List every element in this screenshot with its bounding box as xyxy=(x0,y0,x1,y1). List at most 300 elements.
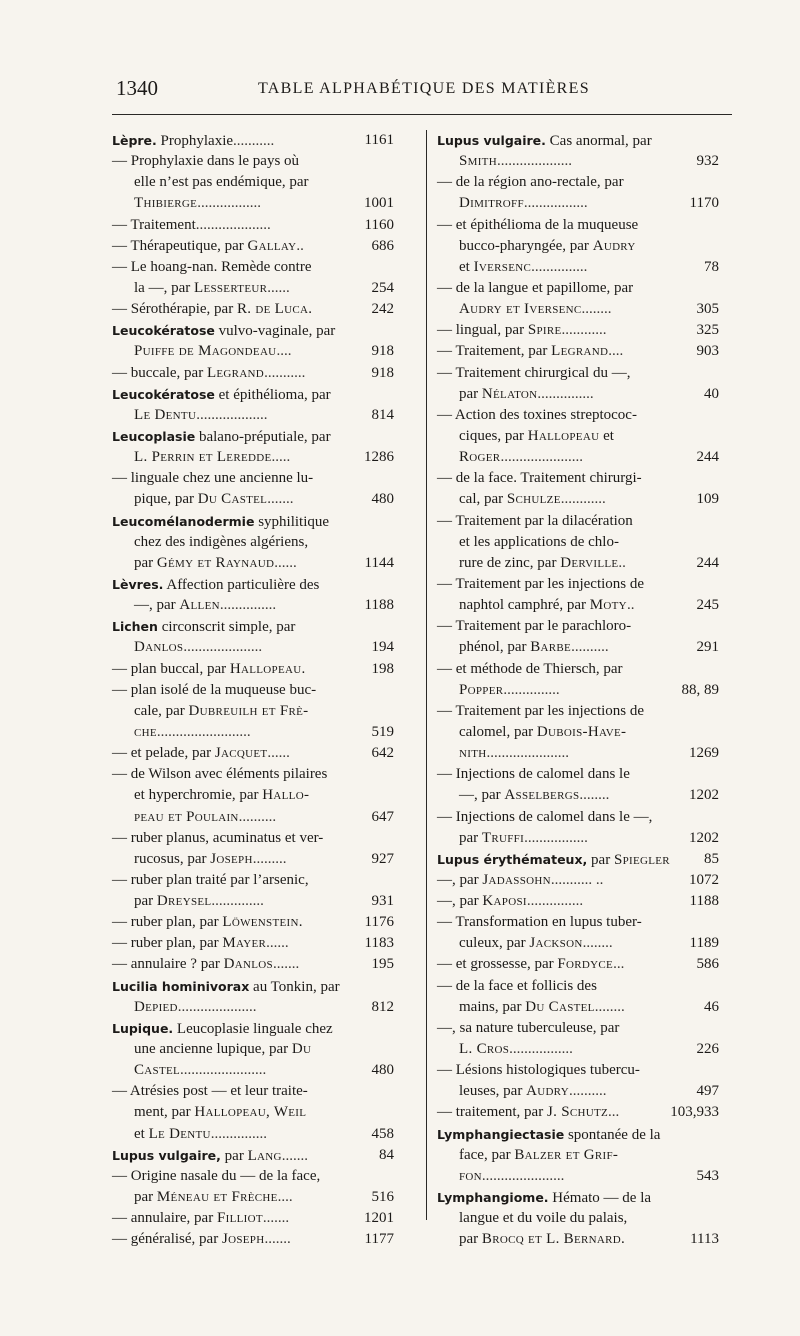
entry-text: par Nélaton............... xyxy=(459,385,594,402)
entry-text: — buccale, par Legrand........... xyxy=(112,364,306,381)
page-reference: 242 xyxy=(371,301,394,318)
entry-text: Lupus vulgaire. Cas anormal, par xyxy=(437,133,652,149)
page-reference: 932 xyxy=(696,153,719,170)
page-reference: 1072 xyxy=(689,871,719,888)
index-entry-line xyxy=(112,278,394,299)
index-entry-line xyxy=(112,1166,394,1187)
dot-leader: ..... xyxy=(271,449,291,466)
index-entry-line xyxy=(112,1102,394,1123)
index-entry-line xyxy=(112,405,394,426)
index-entry-line xyxy=(112,1145,394,1166)
dot-leader: ...................... xyxy=(500,449,583,466)
dot-leader: ....... xyxy=(264,1231,291,1248)
dot-leader: ........... xyxy=(264,364,306,381)
entry-text: fon...................... xyxy=(459,1167,565,1184)
index-entry-line xyxy=(112,954,394,975)
index-entry-line xyxy=(437,257,719,278)
index-entry-line xyxy=(437,553,719,574)
entry-text: — ruber plan, par Mayer...... xyxy=(112,935,289,952)
page-reference: 103,933 xyxy=(670,1104,719,1121)
entry-text: — Sérothérapie, par R. de Luca. xyxy=(112,301,313,318)
index-entry-line xyxy=(112,976,394,997)
entry-text: et les applications de chlo- xyxy=(459,533,619,550)
dot-leader: ............... xyxy=(210,1125,268,1142)
index-entry-line xyxy=(437,954,719,975)
entry-text: — Le hoang-nan. Remède contre xyxy=(112,258,312,275)
dot-leader: ................... xyxy=(196,406,268,423)
index-entry-line xyxy=(437,807,719,828)
dot-leader: .......... xyxy=(568,1083,607,1100)
entry-text: Roger...................... xyxy=(459,449,583,466)
dot-leader: ............... xyxy=(537,385,594,402)
entry-text: Lupique. Leucoplasie linguale chez xyxy=(112,1020,333,1037)
page-reference: 84 xyxy=(379,1146,394,1163)
index-entry-line xyxy=(437,151,719,172)
index-entry-line xyxy=(112,511,394,532)
index-entry-line xyxy=(437,299,719,320)
entry-text: — plan isolé de la muqueuse buc- xyxy=(112,681,317,698)
entry-text: Lymphangiome. Hémato — de la xyxy=(437,1190,652,1207)
dot-leader: ..................... xyxy=(177,998,257,1015)
dot-leader: ............... xyxy=(526,893,584,910)
entry-text: — de la région ano-rectale, par xyxy=(437,174,624,191)
entry-text: Lupus érythémateux, par Spiegler xyxy=(437,851,670,868)
entry-text: ciques, par Hallopeau et xyxy=(459,427,614,444)
index-entry-line xyxy=(437,468,719,489)
page-reference: 1160 xyxy=(364,216,394,233)
entry-text: par Gémy et Raynaud...... xyxy=(134,554,297,571)
page-header xyxy=(112,68,732,108)
dot-leader: ....... xyxy=(262,1210,290,1227)
entry-text: — de la langue et papillome, par xyxy=(437,279,634,296)
entry-text: nith...................... xyxy=(459,745,569,762)
dot-leader: ........ xyxy=(582,935,613,952)
dot-leader: ........ xyxy=(581,301,612,318)
index-entry-line xyxy=(112,891,394,912)
index-entry-line xyxy=(437,236,719,257)
dot-leader: ...................... xyxy=(486,745,569,762)
entry-text: — traitement, par J. Schutz... xyxy=(437,1104,620,1121)
index-entry-line xyxy=(112,912,394,933)
entry-text: —, sa nature tuberculeuse, par xyxy=(437,1019,620,1036)
dot-leader: ...... xyxy=(267,745,290,762)
entry-text: chez des indigènes algériens, xyxy=(134,533,309,550)
index-entry-line xyxy=(437,193,719,214)
entry-text: — et grossesse, par Fordyce... xyxy=(437,956,625,973)
index-entry-line xyxy=(437,722,719,743)
entry-text: — annulaire, par Filliot....... xyxy=(112,1210,290,1227)
entry-text: rure de zinc, par Derville.. xyxy=(459,554,626,571)
dot-leader: ....................... xyxy=(180,1062,267,1079)
index-entry-line xyxy=(437,912,719,933)
entry-text: — Traitement par la dilacération xyxy=(437,512,633,529)
entry-text: calomel, par Dubois-Have- xyxy=(459,723,627,740)
index-entry-line xyxy=(437,1060,719,1081)
entry-text: phénol, par Barbe.......... xyxy=(459,639,609,656)
entry-text: leuses, par Audry.......... xyxy=(459,1083,607,1100)
page-reference: 1161 xyxy=(364,132,394,148)
index-entry-line xyxy=(112,320,394,341)
entry-text: — linguale chez une ancienne lu- xyxy=(112,470,314,487)
entry-text: —, par Jadassohn........... .. xyxy=(437,871,604,888)
index-entry-line xyxy=(437,659,719,680)
dot-leader: ............ xyxy=(561,322,607,339)
index-entry-line xyxy=(112,532,394,553)
page-reference: 1170 xyxy=(689,195,719,212)
dot-leader: ................. xyxy=(197,195,261,212)
index-entry-line xyxy=(437,828,719,849)
entry-text: Le Dentu................... xyxy=(134,406,268,423)
page-reference: 1286 xyxy=(364,449,394,466)
entry-text: Lucilia hominivorax au Tonkin, par xyxy=(112,978,340,995)
page-reference: 519 xyxy=(371,723,394,740)
entry-text: Puiffe de Magondeau.... xyxy=(134,343,292,360)
index-entry-line xyxy=(112,1208,394,1229)
index-entry-line xyxy=(437,1102,719,1123)
dot-leader: ...... xyxy=(274,554,297,571)
page-reference: 244 xyxy=(696,554,719,571)
index-entry-line xyxy=(437,933,719,954)
page-reference: 814 xyxy=(371,406,394,423)
index-entry-line xyxy=(112,468,394,489)
index-entry-line xyxy=(112,151,394,172)
dot-leader: ....... xyxy=(267,491,294,508)
dot-leader: ...... xyxy=(266,935,289,952)
entry-text: — et pelade, par Jacquet...... xyxy=(112,745,290,762)
entry-text: la —, par Lesserteur...... xyxy=(134,279,290,296)
entry-text: — Thérapeutique, par Gallay.. xyxy=(112,237,304,254)
dot-leader: .......... xyxy=(571,639,609,656)
page-reference: 1188 xyxy=(364,597,394,614)
page-reference: 305 xyxy=(696,301,719,318)
entry-text: Lymphangiectasie spontanée de la xyxy=(437,1126,661,1143)
entry-text: — Traitement chirurgical du —, xyxy=(437,364,631,381)
index-entry-line xyxy=(112,807,394,828)
index-entry-line xyxy=(437,172,719,193)
entry-text: par Dreysel.............. xyxy=(134,893,264,910)
page-reference: 1176 xyxy=(364,914,394,931)
dot-leader: ................. xyxy=(509,1041,573,1058)
index-entry-line xyxy=(437,680,719,701)
dot-leader: .................... xyxy=(195,216,271,233)
entry-text: mains, par Du Castel........ xyxy=(459,998,625,1015)
entry-text: L. Cros................. xyxy=(459,1041,573,1058)
page-reference: 254 xyxy=(371,279,394,296)
index-entry-line xyxy=(437,701,719,722)
index-entry-line xyxy=(437,278,719,299)
index-entry-line xyxy=(112,257,394,278)
header-rule xyxy=(112,114,732,115)
page-reference: 40 xyxy=(704,385,719,402)
page-reference: 1001 xyxy=(364,195,394,212)
entry-text: elle n’est pas endémique, par xyxy=(134,174,309,191)
entry-text: cal, par Schulze............ xyxy=(459,491,606,508)
page-reference: 109 xyxy=(696,491,719,508)
entry-text: — Lésions histologiques tubercu- xyxy=(437,1062,640,1079)
index-entry-line xyxy=(112,1229,394,1250)
index-entry-line xyxy=(112,680,394,701)
page-reference: 927 xyxy=(371,850,394,867)
entry-text: et hyperchromie, par Hallo- xyxy=(134,787,310,804)
entry-text: Dimitroff................. xyxy=(459,195,588,212)
index-entry-line xyxy=(112,172,394,193)
index-entry-line xyxy=(437,215,719,236)
entry-text: Thibierge................. xyxy=(134,195,261,212)
index-entry-line xyxy=(112,870,394,891)
entry-text: Lichen circonscrit simple, par xyxy=(112,619,296,636)
index-entry-line xyxy=(437,997,719,1018)
dot-leader: ...................... xyxy=(481,1167,565,1184)
index-entry-line xyxy=(112,1081,394,1102)
index-entry-line xyxy=(437,405,719,426)
page-reference: 543 xyxy=(696,1167,719,1184)
index-entry-line xyxy=(112,215,394,236)
entry-text: — Traitement par les injections de xyxy=(437,702,645,719)
entry-text: par Méneau et Frèche.... xyxy=(134,1189,293,1206)
page-reference: 244 xyxy=(696,449,719,466)
page-reference: 1188 xyxy=(689,893,719,910)
index-entry-line xyxy=(112,637,394,658)
dot-leader: ............... xyxy=(503,681,560,698)
entry-text: — plan buccal, par Hallopeau. xyxy=(112,660,306,677)
index-entry-line xyxy=(437,1145,719,1166)
page-reference: 903 xyxy=(696,343,719,360)
index-entry-line xyxy=(437,426,719,447)
entry-text: — lingual, par Spire............ xyxy=(437,322,607,339)
dot-leader: ................. xyxy=(523,195,588,212)
column-divider xyxy=(426,130,427,1220)
entry-text: — généralisé, par Joseph....... xyxy=(112,1231,291,1248)
page-reference: 1189 xyxy=(689,935,719,952)
entry-text: et Iversenc............... xyxy=(459,258,588,275)
entry-text: une ancienne lupique, par Du xyxy=(134,1041,312,1058)
entry-text: Lèpre. Prophylaxie........... xyxy=(112,133,275,149)
entry-text: pique, par Du Castel....... xyxy=(134,491,294,508)
index-entry-line xyxy=(437,341,719,362)
entry-text: —, par Asselbergs........ xyxy=(459,787,610,804)
index-entry-line xyxy=(437,320,719,341)
dot-leader: ..................... xyxy=(183,639,263,656)
page-reference: 918 xyxy=(371,343,394,360)
dot-leader: ....... xyxy=(272,956,300,973)
index-entry-line xyxy=(112,384,394,405)
index-entry-line xyxy=(112,659,394,680)
index-entry-line xyxy=(437,1039,719,1060)
dot-leader: ............... xyxy=(219,597,277,614)
page-reference: 1202 xyxy=(689,829,719,846)
index-entry-line xyxy=(112,1060,394,1081)
index-entry-line xyxy=(112,933,394,954)
entry-text: Depied..................... xyxy=(134,998,257,1015)
right-column xyxy=(437,130,719,1250)
page-reference: 46 xyxy=(704,998,719,1015)
index-entry-line xyxy=(112,1187,394,1208)
entry-text: Leucomélanodermie syphilitique xyxy=(112,513,330,530)
index-entry-line xyxy=(112,341,394,362)
index-entry-line xyxy=(437,785,719,806)
index-entry-line xyxy=(437,1187,719,1208)
dot-leader: .... xyxy=(276,343,292,360)
index-entry-line xyxy=(112,426,394,447)
page-reference: 291 xyxy=(696,639,719,656)
index-entry-line xyxy=(112,722,394,743)
page-reference: 78 xyxy=(704,258,719,275)
dot-leader: ........ xyxy=(579,787,610,804)
page-reference: 918 xyxy=(371,364,394,381)
dot-leader: .................... xyxy=(496,153,572,170)
page-reference: 1202 xyxy=(689,787,719,804)
entry-text: — Traitement par le parachloro- xyxy=(437,618,632,635)
entry-text: —, par Allen............... xyxy=(134,597,277,614)
entry-text: Leucokératose et épithélioma, par xyxy=(112,386,331,403)
dot-leader: .. xyxy=(626,597,635,614)
entry-text: Smith.................... xyxy=(459,153,572,170)
entry-text: — annulaire ? par Danlos....... xyxy=(112,956,300,973)
entry-text: culeux, par Jackson........ xyxy=(459,935,613,952)
index-entry-line xyxy=(112,447,394,468)
dot-leader: .......... xyxy=(238,808,277,825)
page-reference: 198 xyxy=(371,660,394,677)
entry-text: Castel....................... xyxy=(134,1062,267,1079)
index-entry-line xyxy=(112,616,394,637)
entry-text: — ruber plan traité par l’arsenic, xyxy=(112,871,309,888)
entry-text: — et épithélioma de la muqueuse xyxy=(437,216,639,233)
page-reference: 642 xyxy=(371,745,394,762)
dot-leader: ........... .. xyxy=(550,871,604,888)
dot-leader: ...... xyxy=(267,279,290,296)
dot-leader: .. xyxy=(296,237,304,254)
entry-text: L. Perrin et Leredde..... xyxy=(134,449,291,466)
index-entry-line xyxy=(437,1208,719,1229)
index-entry-line xyxy=(437,1124,719,1145)
entry-text: Danlos..................... xyxy=(134,639,263,656)
index-entry-line xyxy=(112,701,394,722)
dot-leader: ....... xyxy=(281,1147,309,1164)
entry-text: Audry et Iversenc........ xyxy=(459,301,612,318)
entry-text: Lèvres. Affection particulière des xyxy=(112,576,320,593)
dot-leader: ........ xyxy=(594,998,625,1015)
index-entry-line xyxy=(437,130,719,151)
page-reference: 245 xyxy=(696,597,719,614)
entry-text: — Injections de calomel dans le —, xyxy=(437,808,653,825)
dot-leader: ......... xyxy=(252,850,287,867)
page-reference: 1201 xyxy=(364,1210,394,1227)
entry-text: — Injections de calomel dans le xyxy=(437,766,630,783)
index-entry-line xyxy=(437,1018,719,1039)
dot-leader: ......................... xyxy=(156,723,251,740)
index-entry-line xyxy=(437,637,719,658)
dot-leader: ........... xyxy=(233,133,275,149)
index-entry-line xyxy=(437,616,719,637)
entry-text: — ruber plan, par Löwenstein. xyxy=(112,914,303,931)
entry-text: — Traitement.................... xyxy=(112,216,271,233)
entry-text: cale, par Dubreuilh et Frè- xyxy=(134,702,309,719)
page-reference: 516 xyxy=(371,1189,394,1206)
entry-text: ment, par Hallopeau, Weil xyxy=(134,1104,307,1121)
entry-text: —, par Kaposi............... xyxy=(437,893,584,910)
index-entry-line xyxy=(437,384,719,405)
entry-text: Leucokératose vulvo-vaginale, par xyxy=(112,323,336,340)
entry-text: — de la face et follicis des xyxy=(437,977,597,994)
page-reference: 1113 xyxy=(690,1231,719,1248)
index-entry-line xyxy=(437,489,719,510)
entry-text: et Le Dentu............... xyxy=(134,1125,268,1142)
index-entry-line xyxy=(437,976,719,997)
entry-text: Leucoplasie balano-préputiale, par xyxy=(112,428,331,445)
dot-leader: ... xyxy=(608,1104,620,1121)
entry-text: peau et Poulain.......... xyxy=(134,808,277,825)
index-entry-line xyxy=(112,574,394,595)
entry-text: — ruber planus, acuminatus et ver- xyxy=(112,829,324,846)
entry-text: — Action des toxines streptococ- xyxy=(437,406,637,423)
index-entry-line xyxy=(437,447,719,468)
page-reference: 1269 xyxy=(689,745,719,762)
dot-leader: ............ xyxy=(560,491,606,508)
entry-text: rucosus, par Joseph......... xyxy=(134,850,287,867)
page-reference: 88, 89 xyxy=(681,681,719,698)
entry-text: — de la face. Traitement chirurgi- xyxy=(437,470,642,487)
index-entry-line xyxy=(112,1039,394,1060)
page-reference: 194 xyxy=(371,639,394,656)
dot-leader: ................. xyxy=(524,829,588,846)
index-entry-line xyxy=(112,595,394,616)
page-reference: 458 xyxy=(371,1125,394,1142)
index-entry-line xyxy=(437,764,719,785)
page-reference: 812 xyxy=(371,998,394,1015)
running-head: TABLE ALPHABÉTIQUE DES MATIÈRES xyxy=(258,80,590,97)
index-entry-line xyxy=(437,743,719,764)
index-entry-line xyxy=(437,363,719,384)
index-entry-line xyxy=(112,193,394,214)
index-entry-line xyxy=(112,997,394,1018)
index-entry-line xyxy=(437,1166,719,1187)
page-reference: 647 xyxy=(371,808,394,825)
index-entry-line xyxy=(437,595,719,616)
index-entry-line xyxy=(112,489,394,510)
entry-text: bucco-pharyngée, par Audry xyxy=(459,237,636,254)
left-column xyxy=(112,130,394,1250)
entry-text: — Origine nasale du — de la face, xyxy=(112,1167,321,1184)
entry-text: Popper............... xyxy=(459,681,560,698)
index-entry-line xyxy=(112,828,394,849)
index-entry-line xyxy=(437,1081,719,1102)
page-reference: 1183 xyxy=(364,935,394,952)
entry-text: langue et du voile du palais, xyxy=(459,1210,628,1227)
index-entry-line xyxy=(437,870,719,891)
index-entry-line xyxy=(437,511,719,532)
entry-text: — Transformation en lupus tuber- xyxy=(437,914,642,931)
index-entry-line xyxy=(112,743,394,764)
page-reference: 1177 xyxy=(364,1231,394,1248)
entry-text: che......................... xyxy=(134,723,251,740)
entry-text: Lupus vulgaire, par Lang....... xyxy=(112,1147,309,1164)
index-entry-line xyxy=(112,130,394,151)
entry-text: face, par Balzer et Grif- xyxy=(459,1146,619,1163)
entry-text: par Truffi................. xyxy=(459,829,588,846)
entry-text: — Prophylaxie dans le pays où xyxy=(112,153,300,170)
index-entry-line xyxy=(112,236,394,257)
index-entry-line xyxy=(437,1229,719,1250)
page-reference: 686 xyxy=(371,237,394,254)
page-reference: 497 xyxy=(696,1083,719,1100)
page-reference: 480 xyxy=(371,491,394,508)
entry-text: naphtol camphré, par Moty.. xyxy=(459,597,635,614)
page-reference: 195 xyxy=(371,956,394,973)
index-entry-line xyxy=(112,299,394,320)
index-entry-line xyxy=(112,1018,394,1039)
index-entry-line xyxy=(112,785,394,806)
index-entry-line xyxy=(437,891,719,912)
